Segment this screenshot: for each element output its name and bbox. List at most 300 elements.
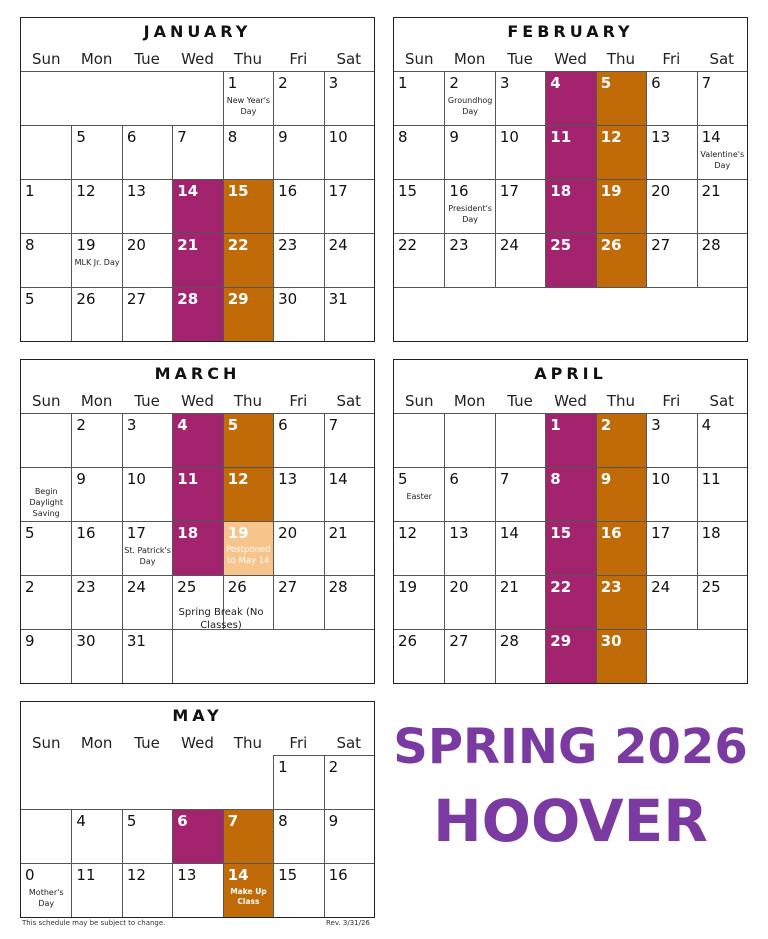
day-number: 14	[499, 524, 519, 542]
weekday-label: Sat	[709, 391, 735, 410]
heading-hoover: HOOVER	[433, 787, 708, 855]
day-cell	[394, 521, 444, 575]
day-number: 10	[328, 128, 348, 146]
day-number: 20	[126, 236, 146, 254]
day-cell	[646, 71, 696, 125]
weekday-label: Wed	[181, 733, 214, 752]
day-cell	[697, 521, 747, 575]
day-cell	[223, 467, 273, 521]
day-cell	[71, 179, 121, 233]
day-number: 14	[227, 866, 249, 884]
day-cell	[324, 233, 374, 287]
day-number: 19	[398, 578, 418, 596]
day-cell	[21, 179, 71, 233]
day-cell	[646, 179, 696, 233]
day-number: 21	[499, 578, 519, 596]
day-cell	[273, 179, 323, 233]
month-grid-april	[394, 413, 747, 683]
day-note: Mother's Day	[28, 888, 64, 908]
day-number: 19	[600, 182, 622, 200]
day-number: 3	[499, 74, 510, 92]
day-cell	[172, 863, 222, 917]
day-number: 13	[651, 128, 671, 146]
day-number: 23	[600, 578, 622, 596]
calendar-march	[20, 359, 375, 684]
day-number: 27	[278, 578, 298, 596]
day-cell	[172, 233, 222, 287]
weekday-label: Mon	[453, 49, 486, 68]
day-number: 19	[76, 236, 96, 254]
day-number: 5	[600, 74, 612, 92]
day-number: 12	[126, 866, 146, 884]
day-cell	[273, 575, 323, 629]
day-cell	[646, 467, 696, 521]
day-number: 18	[701, 524, 721, 542]
month-title-february: FEBRUARY	[507, 22, 634, 41]
weekday-label: Mon	[80, 733, 113, 752]
day-number: 14	[701, 128, 721, 146]
day-number: 24	[651, 578, 671, 596]
day-number: 28	[499, 632, 519, 650]
day-cell	[71, 809, 121, 863]
day-number: 17	[651, 524, 671, 542]
day-cell	[545, 521, 595, 575]
day-cell	[122, 467, 172, 521]
day-number: 27	[651, 236, 671, 254]
day-number: 3	[126, 416, 137, 434]
day-note: Make Up Class	[230, 887, 267, 906]
day-number: 21	[701, 182, 721, 200]
day-number: 16	[600, 524, 622, 542]
day-cell	[596, 233, 646, 287]
weekday-label: Wed	[554, 391, 587, 410]
day-number: 1	[278, 758, 288, 776]
day-number: 6	[278, 416, 288, 434]
day-cell	[646, 521, 696, 575]
day-cell	[495, 233, 545, 287]
month-grid-march	[21, 413, 374, 683]
weekday-label: Thu	[606, 49, 636, 68]
day-cell	[223, 755, 273, 809]
day-number: 5	[227, 416, 239, 434]
day-cell	[21, 629, 71, 683]
day-cell	[223, 863, 273, 917]
day-number: 23	[449, 236, 469, 254]
day-number: 7	[499, 470, 510, 488]
day-cell	[697, 125, 747, 179]
day-cell	[697, 413, 747, 467]
day-number: 26	[76, 290, 96, 308]
day-number: 31	[328, 290, 348, 308]
weekday-label: Mon	[80, 49, 113, 68]
day-note: Groundhog Day	[447, 96, 493, 116]
day-cell	[444, 413, 494, 467]
day-cell	[596, 179, 646, 233]
day-cell	[394, 629, 444, 683]
day-cell	[223, 521, 273, 575]
day-cell	[122, 755, 172, 809]
day-number: 22	[398, 236, 418, 254]
day-number: 29	[550, 632, 572, 650]
day-cell	[21, 125, 71, 179]
day-cell	[495, 179, 545, 233]
day-number: 9	[76, 470, 86, 488]
day-cell	[71, 413, 121, 467]
day-cell	[122, 413, 172, 467]
day-cell	[122, 575, 172, 629]
weekday-label: Tue	[134, 733, 160, 752]
weekday-label: Sat	[336, 733, 362, 752]
day-cell	[71, 233, 121, 287]
day-cell	[223, 125, 273, 179]
day-cell	[172, 179, 222, 233]
day-cell	[495, 575, 545, 629]
month-grid-february	[394, 71, 747, 287]
day-number: 26	[600, 236, 622, 254]
weekday-label: Fri	[289, 49, 308, 68]
weekday-label: Mon	[453, 391, 486, 410]
day-cell	[21, 575, 71, 629]
day-number: 2	[25, 578, 35, 596]
month-grid-january	[21, 71, 374, 341]
weekday-header	[394, 46, 747, 71]
day-number: 24	[328, 236, 348, 254]
day-cell	[273, 467, 323, 521]
day-number: 8	[278, 812, 288, 830]
day-number: 10	[651, 470, 671, 488]
day-cell	[697, 575, 747, 629]
day-number: 7	[177, 128, 187, 146]
day-cell	[273, 287, 323, 341]
day-number: 2	[328, 758, 339, 776]
weekday-label: Sun	[404, 49, 434, 68]
day-cell	[122, 125, 172, 179]
month-title-may: MAY	[172, 706, 223, 725]
day-cell	[646, 125, 696, 179]
day-cell	[697, 71, 747, 125]
day-number: 25	[550, 236, 572, 254]
day-cell	[697, 467, 747, 521]
day-cell	[697, 233, 747, 287]
day-number: 20	[449, 578, 469, 596]
day-cell	[324, 413, 374, 467]
day-number: 15	[278, 866, 298, 884]
day-number: 18	[550, 182, 572, 200]
day-cell	[172, 287, 222, 341]
day-number: 1	[398, 74, 408, 92]
day-cell	[223, 413, 273, 467]
weekday-label: Fri	[289, 391, 308, 410]
weekday-header	[21, 388, 374, 413]
weekday-label: Mon	[80, 391, 113, 410]
day-note: St. Patrick's Day	[124, 546, 171, 566]
day-note: New Year's Day	[226, 96, 271, 116]
day-number: 19	[227, 524, 249, 542]
day-cell	[324, 287, 374, 341]
weekday-label: Thu	[233, 391, 263, 410]
day-number: 21	[177, 236, 199, 254]
day-cell	[273, 125, 323, 179]
day-number: 22	[550, 578, 572, 596]
month-grid-may	[21, 755, 374, 917]
day-cell	[122, 863, 172, 917]
day-cell	[122, 179, 172, 233]
day-number: 15	[398, 182, 418, 200]
day-number: 8	[550, 470, 561, 488]
day-number: 4	[76, 812, 86, 830]
day-cell	[122, 629, 172, 683]
weekday-label: Tue	[134, 49, 160, 68]
day-number: 8	[227, 128, 238, 146]
weekday-header	[21, 730, 374, 755]
day-cell	[545, 629, 595, 683]
day-cell	[394, 71, 444, 125]
weekday-label: Sat	[336, 391, 362, 410]
day-number: 0	[25, 866, 35, 884]
day-cell	[273, 521, 323, 575]
day-number: 28	[328, 578, 348, 596]
day-number: 28	[701, 236, 721, 254]
day-cell	[324, 575, 374, 629]
day-number: 2	[600, 416, 612, 434]
day-cell	[545, 467, 595, 521]
day-cell	[596, 521, 646, 575]
day-cell	[394, 179, 444, 233]
day-cell	[172, 521, 222, 575]
day-number: 3	[651, 416, 661, 434]
day-cell	[71, 755, 121, 809]
day-number: 5	[76, 128, 86, 146]
weekday-label: Wed	[181, 391, 214, 410]
day-cell	[324, 629, 374, 683]
day-cell	[444, 71, 494, 125]
day-number: 2	[278, 74, 288, 92]
day-number: 23	[278, 236, 298, 254]
day-number: 27	[126, 290, 146, 308]
day-cell	[324, 809, 374, 863]
weekday-label: Wed	[554, 49, 587, 68]
day-number: 27	[449, 632, 469, 650]
day-cell	[223, 233, 273, 287]
day-cell	[324, 755, 374, 809]
weekday-header	[394, 388, 747, 413]
day-cell	[122, 521, 172, 575]
day-cell	[596, 413, 646, 467]
spring-break-note: Spring Break (No Classes)	[178, 607, 264, 631]
day-number: 17	[126, 524, 146, 542]
weekday-label: Tue	[134, 391, 160, 410]
footer-disclaimer: This schedule may be subject to change.	[22, 919, 166, 927]
day-number: 4	[177, 416, 188, 434]
day-cell	[545, 125, 595, 179]
calendar-february	[393, 17, 748, 342]
day-number: 7	[701, 74, 712, 92]
day-number: 14	[328, 470, 348, 488]
day-cell	[172, 629, 222, 683]
day-number: 6	[651, 74, 661, 92]
day-number: 29	[227, 290, 249, 308]
day-cell	[273, 233, 323, 287]
day-cell	[394, 413, 444, 467]
day-cell	[324, 467, 374, 521]
day-number: 23	[76, 578, 96, 596]
day-number: 4	[550, 74, 561, 92]
day-cell	[596, 71, 646, 125]
day-cell	[273, 629, 323, 683]
day-cell	[273, 413, 323, 467]
day-note: Valentine's Day	[700, 150, 745, 170]
day-cell	[324, 521, 374, 575]
day-number: 8	[398, 128, 408, 146]
day-cell	[21, 467, 71, 521]
heading-spring-2026: SPRING 2026	[393, 719, 748, 775]
day-number: 6	[126, 128, 137, 146]
day-number: 17	[328, 182, 348, 200]
month-title-march: MARCH	[154, 364, 241, 383]
day-cell	[172, 467, 222, 521]
day-cell	[71, 287, 121, 341]
empty-row	[394, 287, 747, 341]
day-cell	[646, 233, 696, 287]
day-number: 16	[449, 182, 469, 200]
day-cell	[495, 413, 545, 467]
calendar-january	[20, 17, 375, 342]
weekday-label: Sun	[31, 49, 61, 68]
weekday-label: Thu	[233, 733, 263, 752]
day-number: 28	[177, 290, 199, 308]
day-cell	[444, 575, 494, 629]
day-cell	[21, 809, 71, 863]
day-cell	[223, 287, 273, 341]
day-number: 10	[126, 470, 146, 488]
day-cell	[71, 467, 121, 521]
day-number: 21	[328, 524, 348, 542]
month-title-january: JANUARY	[143, 22, 252, 41]
day-cell	[71, 629, 121, 683]
day-number: 26	[398, 632, 418, 650]
day-number: 13	[449, 524, 469, 542]
day-cell	[495, 71, 545, 125]
day-number: 22	[227, 236, 249, 254]
day-cell	[444, 467, 494, 521]
day-number: 16	[278, 182, 298, 200]
day-number: 11	[76, 866, 96, 884]
day-number: 2	[449, 74, 459, 92]
calendar-april	[393, 359, 748, 684]
weekday-label: Sat	[336, 49, 362, 68]
weekday-label: Fri	[662, 49, 681, 68]
day-cell	[71, 863, 121, 917]
day-cell	[71, 71, 121, 125]
weekday-label: Sun	[31, 733, 61, 752]
day-number: 9	[278, 128, 288, 146]
day-cell	[324, 71, 374, 125]
day-number: 30	[600, 632, 622, 650]
day-cell	[71, 575, 121, 629]
day-cell	[273, 809, 323, 863]
day-number: 1	[227, 74, 238, 92]
day-number: 11	[177, 470, 199, 488]
day-cell	[324, 179, 374, 233]
day-note: Begin Daylight Saving	[29, 487, 63, 518]
day-cell	[172, 125, 222, 179]
day-cell	[122, 287, 172, 341]
day-number: 20	[651, 182, 671, 200]
day-cell	[545, 233, 595, 287]
day-cell	[172, 809, 222, 863]
day-number: 25	[177, 578, 197, 596]
calendar-may	[20, 701, 375, 918]
day-cell	[21, 71, 71, 125]
day-cell	[21, 287, 71, 341]
day-number: 4	[701, 416, 712, 434]
day-cell	[71, 521, 121, 575]
weekday-label: Thu	[233, 49, 263, 68]
day-number: 12	[76, 182, 96, 200]
day-number: 15	[227, 182, 249, 200]
day-cell	[21, 863, 71, 917]
day-cell	[646, 629, 696, 683]
day-cell	[495, 467, 545, 521]
day-number: 13	[278, 470, 298, 488]
day-note: Postponed to May 14	[226, 545, 271, 566]
day-cell	[444, 629, 494, 683]
day-number: 24	[499, 236, 519, 254]
day-cell	[273, 71, 323, 125]
day-number: 6	[449, 470, 459, 488]
day-number: 9	[600, 470, 612, 488]
weekday-label: Tue	[507, 391, 533, 410]
day-number: 5	[126, 812, 137, 830]
day-cell	[223, 179, 273, 233]
day-number: 18	[177, 524, 199, 542]
weekday-label: Sat	[709, 49, 735, 68]
day-number: 25	[701, 578, 721, 596]
day-number: 16	[76, 524, 96, 542]
day-cell	[324, 125, 374, 179]
day-number: 16	[328, 866, 348, 884]
day-cell	[545, 575, 595, 629]
day-cell	[495, 521, 545, 575]
day-number: 17	[499, 182, 519, 200]
day-number: 26	[227, 578, 247, 596]
day-cell	[394, 233, 444, 287]
weekday-label: Fri	[662, 391, 681, 410]
day-cell	[172, 71, 222, 125]
day-cell	[545, 179, 595, 233]
day-cell	[697, 629, 747, 683]
month-title-april: APRIL	[534, 364, 607, 383]
day-cell	[21, 233, 71, 287]
weekday-label: Fri	[289, 733, 308, 752]
day-number: 12	[227, 470, 249, 488]
day-cell	[495, 125, 545, 179]
day-cell	[122, 233, 172, 287]
day-number: 8	[25, 236, 35, 254]
footer-revision: Rev. 3/31/26	[326, 919, 370, 927]
day-number: 6	[177, 812, 188, 830]
day-number: 5	[25, 290, 35, 308]
day-note: MLK Jr. Day	[74, 258, 120, 267]
day-cell	[21, 413, 71, 467]
day-cell	[21, 755, 71, 809]
day-cell	[444, 521, 494, 575]
day-cell	[223, 629, 273, 683]
day-number: 11	[701, 470, 721, 488]
day-cell	[394, 125, 444, 179]
day-cell	[172, 755, 222, 809]
day-cell	[596, 467, 646, 521]
